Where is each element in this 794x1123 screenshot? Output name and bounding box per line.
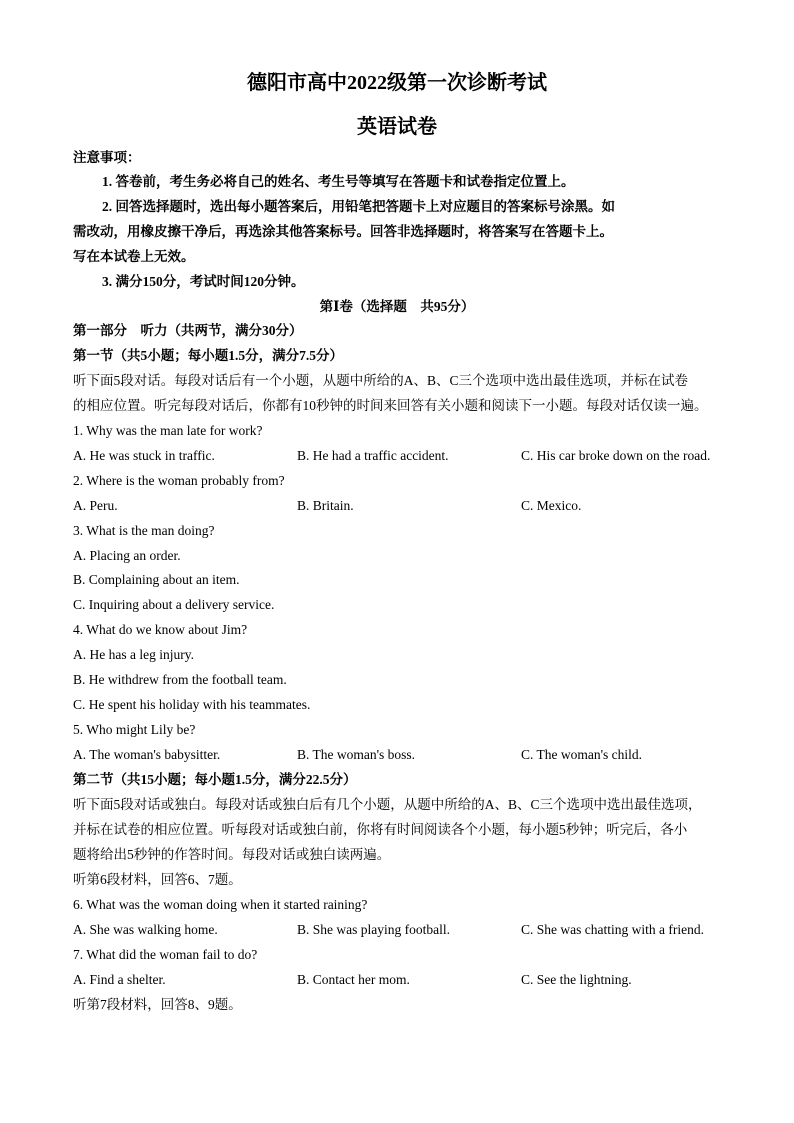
part1-title: 第一部分 听力（共两节，满分30分）: [73, 323, 303, 338]
section1-instruction: 听下面5段对话。每段对话后有一个小题，从题中所给的A、B、C三个选项中选出最佳选项，并标在试卷: [73, 373, 689, 388]
question-1: 1. Why was the man late for work?: [73, 423, 263, 438]
q2-option-c: C. Mexico.: [521, 498, 582, 513]
question-3: 3. What is the man doing?: [73, 523, 215, 538]
question-5: 5. Who might Lily be?: [73, 722, 196, 737]
exam-title: 德阳市高中2022级第一次诊断考试: [247, 72, 547, 94]
q5-option-b: B. The woman's boss.: [297, 747, 416, 762]
q1-option-a: A. He was stuck in traffic.: [73, 448, 215, 463]
q3-option-b: B. Complaining about an item.: [73, 572, 240, 587]
q6-option-c: C. She was chatting with a friend.: [521, 922, 704, 937]
q4-option-a: A. He has a leg injury.: [73, 647, 194, 662]
question-2: 2. Where is the woman probably from?: [73, 473, 285, 488]
section2-title: 第二节（共15小题；每小题1.5分，满分22.5分）: [73, 772, 357, 787]
q1-option-b: B. He had a traffic accident.: [297, 448, 449, 463]
section2-instruction: 并标在试卷的相应位置。听每段对话或独白前，你将有时间阅读各个小题，每小题5秒钟；听完后，各小: [73, 822, 688, 837]
q6-option-b: B. She was playing football.: [297, 922, 450, 937]
q2-option-b: B. Britain.: [297, 498, 354, 513]
question-6: 6. What was the woman doing when it started raining?: [73, 897, 368, 912]
q5-option-a: A. The woman's babysitter.: [73, 747, 221, 762]
q1-option-c: C. His car broke down on the road.: [521, 448, 711, 463]
question-4: 4. What do we know about Jim?: [73, 622, 248, 637]
q7-option-c: C. See the lightning.: [521, 972, 632, 987]
q3-option-a: A. Placing an order.: [73, 548, 181, 563]
q3-option-c: C. Inquiring about a delivery service.: [73, 597, 275, 612]
volume-title: 第Ⅰ卷（选择题 共95分）: [319, 299, 475, 314]
q4-option-c: C. He spent his holiday with his teammates.: [73, 697, 311, 712]
section1-instruction: 的相应位置。听完每段对话后，你都有10秒钟的时间来回答有关小题和阅读下一小题。每段对话仅读一遍。: [73, 398, 708, 413]
exam-subtitle: 英语试卷: [357, 116, 437, 138]
question-7: 7. What did the woman fail to do?: [73, 947, 258, 962]
q6-option-a: A. She was walking home.: [73, 922, 218, 937]
material-7-label: 听第7段材料，回答8、9题。: [73, 997, 242, 1012]
q5-option-c: C. The woman's child.: [521, 747, 643, 762]
material-6-label: 听第6段材料，回答6、7题。: [73, 872, 242, 887]
q2-option-a: A. Peru.: [73, 498, 118, 513]
notice-item: 需改动，用橡皮擦干净后，再选涂其他答案标号。回答非选择题时，将答案写在答题卡上。: [73, 224, 613, 239]
q7-option-b: B. Contact her mom.: [297, 972, 410, 987]
section2-instruction: 题将给出5秒钟的作答时间。每段对话或独白读两遍。: [73, 847, 391, 862]
section1-title: 第一节（共5小题；每小题1.5分，满分7.5分）: [73, 348, 343, 363]
notice-item: 写在本试卷上无效。: [73, 249, 195, 264]
q7-option-a: A. Find a shelter.: [73, 972, 166, 987]
notice-item: 2. 回答选择题时，选出每小题答案后，用铅笔把答题卡上对应题目的答案标号涂黑。如: [102, 199, 615, 214]
notice-item: 1. 答卷前，考生务必将自己的姓名、考生号等填写在答题卡和试卷指定位置上。: [102, 174, 575, 189]
notice-header: 注意事项：: [73, 150, 141, 165]
section2-instruction: 听下面5段对话或独白。每段对话或独白后有几个小题，从题中所给的A、B、C三个选项中选出最佳选项，: [73, 797, 702, 812]
q4-option-b: B. He withdrew from the football team.: [73, 672, 287, 687]
notice-item: 3. 满分150分，考试时间120分钟。: [102, 274, 305, 289]
